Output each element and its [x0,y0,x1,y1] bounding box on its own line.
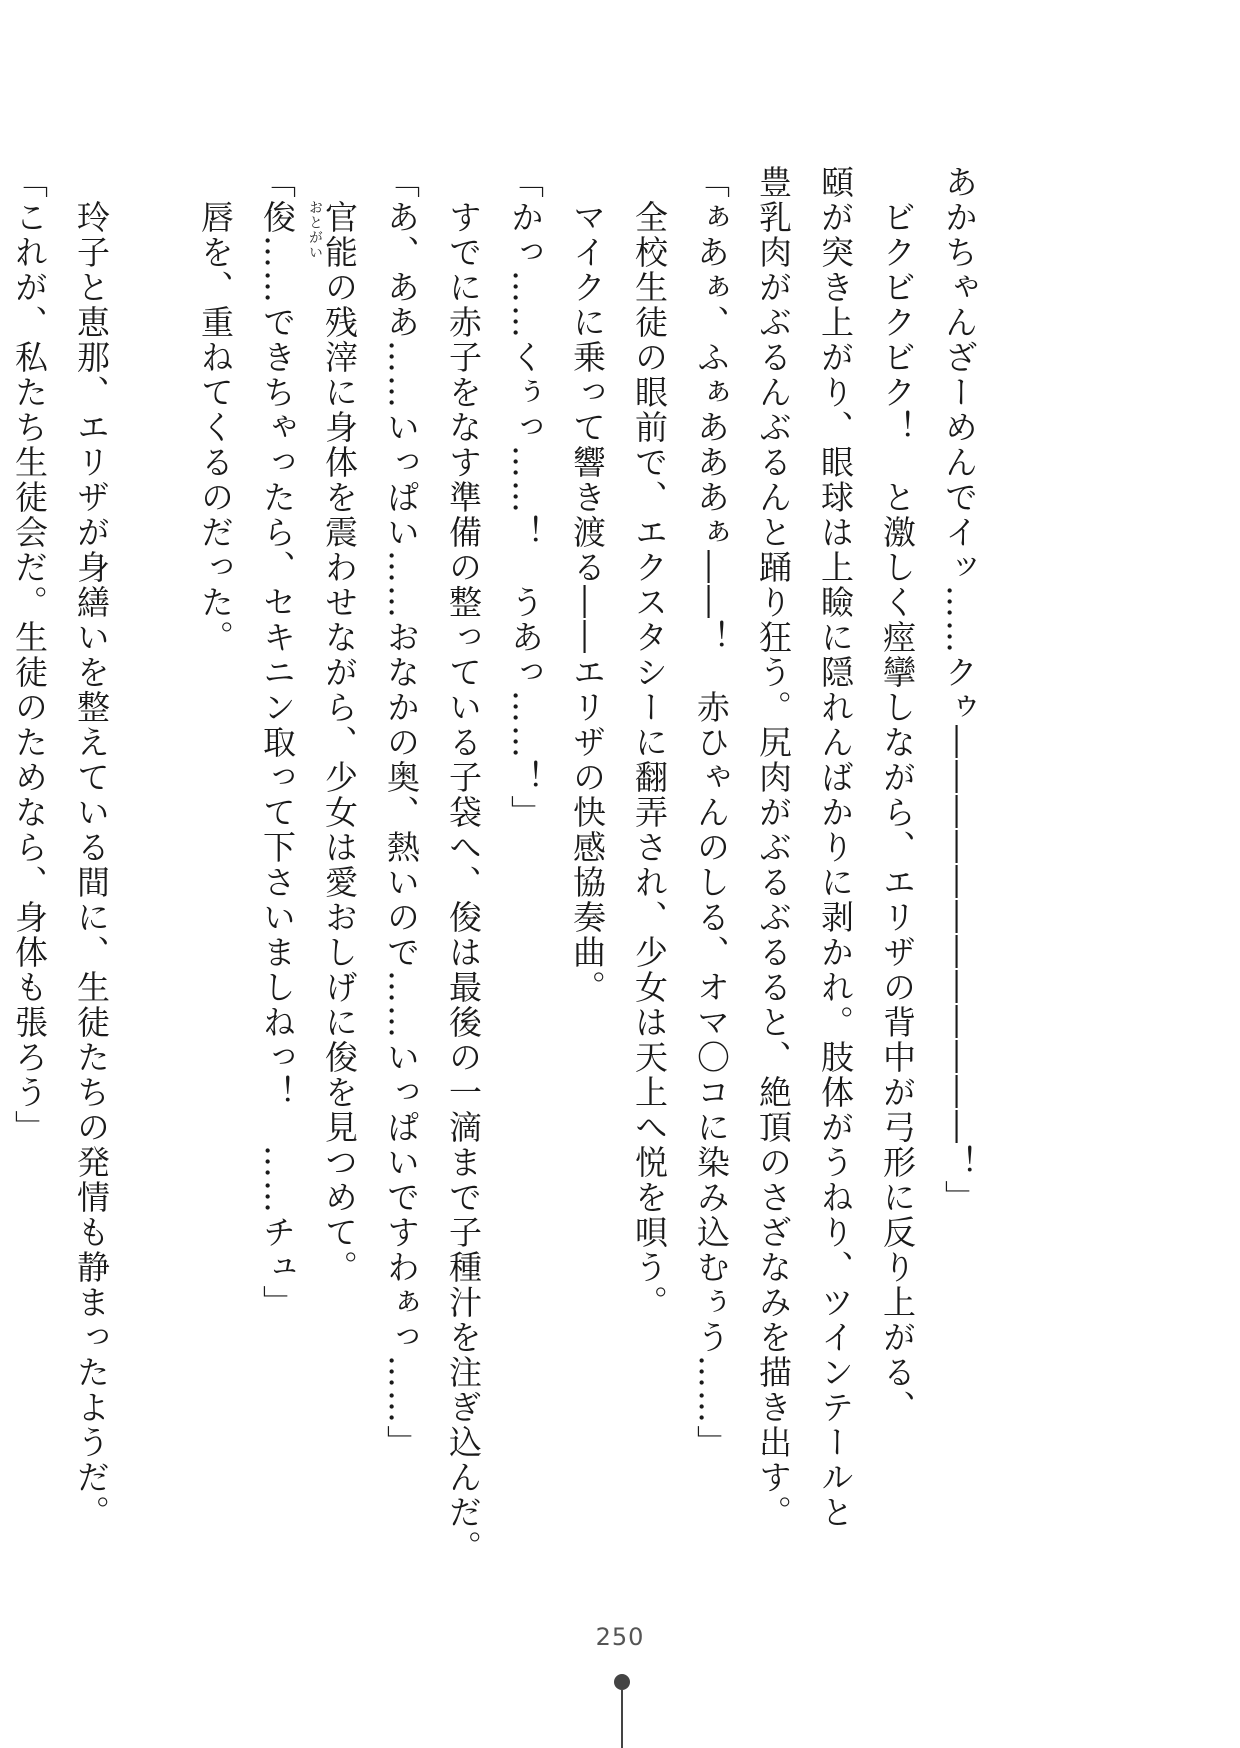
text-line: あかちゃんざーめんでイッ……クゥ――――――――――――！」 [940,165,979,1215]
text-line: 頤が突き上がり、眼球は上瞼に隠れんばかりに剥かれ。肢体がうねり、ツインテールと [816,165,855,1530]
text-line: 豊乳肉がぶるんぶるんと踊り狂う。尻肉がぶるぶるると、絶頂のさざなみを描き出す。 [754,165,793,1530]
text-line: 唇を、重ねてくるのだった。 [196,165,235,655]
text-line: すでに赤子をなす準備の整っている子袋へ、俊は最後の一滴まで子種汁を注ぎ込んだ。 [444,165,483,1565]
ruby-annotation: おとがい [307,200,323,260]
text-line: 「これが、私たち生徒会だ。生徒のためなら、身体も張ろう」 [10,165,49,1145]
text-line: 「俊……できちゃったら、セキニン取って下さいましねっ！ ……チュ」 [258,165,297,1320]
text-line: マイクに乗って響き渡る――エリザの快感協奏曲。 [568,165,607,1005]
vertical-text-block [0,165,990,1565]
text-line: 全校生徒の眼前で、エクスタシーに翻弄され、少女は天上へ悦を唄う。 [630,165,669,1320]
text-line: 「ぁあぁ、ふぁあああぁ――！ 赤ひゃんのしる、オマ〇コに染み込むぅう……」 [692,165,731,1460]
text-line: ビクビクビク！ と激しく痙攣しながら、エリザの背中が弓形に反り上がる、 [878,165,917,1425]
text-line: 「かっ……くぅっ……！ うあっ……！」 [506,165,545,830]
text-line: 官能の残滓に身体を震わせながら、少女は愛おしげに俊を見つめて。 [320,165,359,1285]
blank-line [122,165,184,1395]
page-number: 250 [595,1623,645,1651]
page-marker-dot [614,1674,630,1690]
text-line: 「あ、ああ……いっぱい……おなかの奥、熱いので……いっぱいですわぁっ……」 [382,165,421,1460]
text-line: 玲子と恵那、エリザが身繕いを整えている間に、生徒たちの発情も静まったようだ。 [72,165,111,1530]
page-marker-line [621,1690,623,1748]
